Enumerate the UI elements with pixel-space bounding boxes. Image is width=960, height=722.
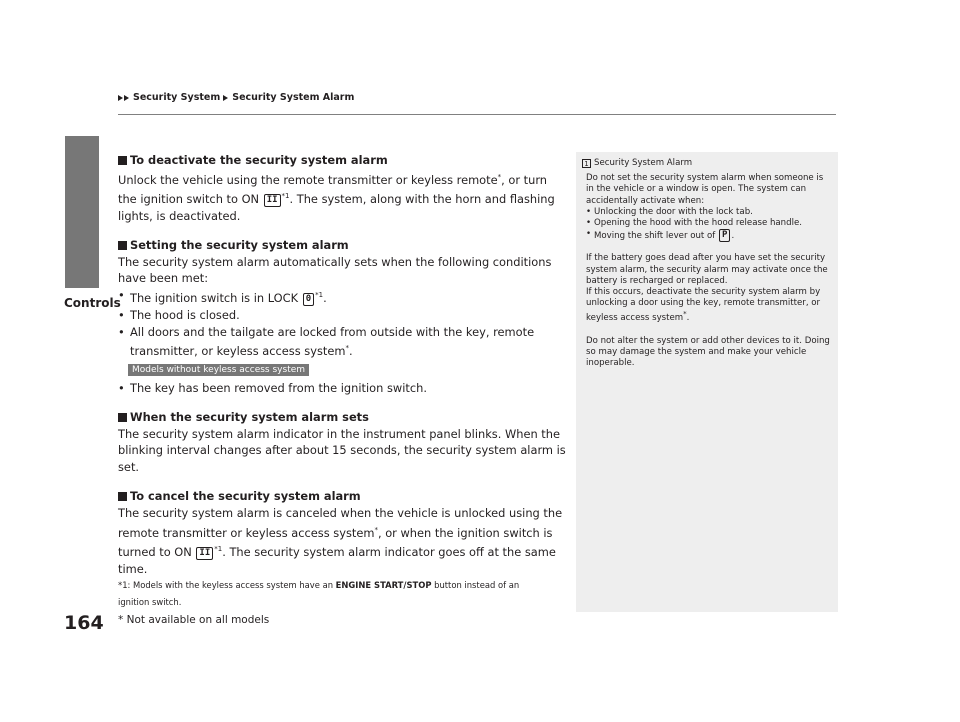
- section-label: Controls: [64, 296, 121, 310]
- side-note-paragraph: If this occurs, deactivate the security system alarm by unlocking a door using the key, remote transmitter, or keyless access system*.: [586, 287, 821, 324]
- heading-setting: Setting the security system alarm: [118, 237, 566, 254]
- list-item: • The key has been removed from the ignition switch.: [118, 380, 427, 395]
- side-note: [576, 152, 838, 612]
- side-note-paragraph: Do not alter the system or add other devices to it. Doing so may damage the system and make your vehicle inoperable.: [586, 335, 830, 368]
- paragraph-cancel: The security system alarm is canceled when the vehicle is unlocked using the remote transmitter or keyless access system*, or when the ignition switch is turned to ON II $^{*1}$. The security system alarm indicator goes off at the same time.: [118, 505, 563, 576]
- side-note-paragraph: If the battery goes dead after you have set the security system alarm, the security alarm may activate once the battery is recharged or replaced.: [586, 253, 828, 286]
- park-key-icon: P: [719, 229, 730, 242]
- heading-sets: When the security system alarm sets: [118, 409, 566, 426]
- list-item: • Moving the shift lever out of P .: [586, 229, 735, 242]
- paragraph-setting-intro: The security system alarm automatically sets when the following conditions have been met:: [118, 254, 552, 286]
- square-bullet-icon: [118, 156, 127, 165]
- heading-deactivate: To deactivate the security system alarm: [118, 152, 566, 169]
- section-tab: [65, 136, 99, 288]
- list-item: • The hood is closed.: [118, 307, 240, 322]
- asterisk: *: [497, 172, 502, 181]
- model-badge: Models without keyless access system: [128, 364, 309, 376]
- paragraph-deactivate: Unlock the vehicle using the remote transmitter or keyless remote*, or turn the ignition switch to ON II $^{*1}$. The system, along with the horn and flashing lights, is deactivated.: [118, 172, 555, 223]
- side-note-paragraph: Do not set the security system alarm when someone is in the vehicle or a window is open. The system can accidentally activate when:: [586, 173, 824, 206]
- breadcrumb: [118, 92, 354, 103]
- availability-note: * Not available on all models: [118, 614, 270, 626]
- header-rule: [118, 114, 836, 115]
- breadcrumb-security-system-alarm[interactable]: Security System Alarm: [232, 92, 355, 103]
- ignition-lock-key-icon: 0: [303, 293, 314, 306]
- list-item: • Opening the hood with the hood release handle.: [586, 218, 802, 229]
- square-bullet-icon: [118, 413, 127, 422]
- breadcrumb-security-system[interactable]: Security System: [133, 92, 221, 103]
- paragraph-sets: The security system alarm indicator in the instrument panel blinks. When the blinking interval changes after about 15 seconds, the security system alarm is set.: [118, 426, 566, 475]
- side-note-title: 1 Security System Alarm: [582, 158, 830, 169]
- footnote: *1: Models with the keyless access system have an ENGINE START/STOP button instead of an ignition switch.: [118, 580, 520, 607]
- list-item: • All doors and the tailgate are locked from outside with the key, remote transmitter, or keyless access system*.: [118, 324, 535, 359]
- ignition-on-key-icon: II: [196, 547, 213, 560]
- list-item: • The ignition switch is in LOCK 0 $^{*1}$.: [118, 288, 327, 305]
- breadcrumb-separator-icon: [223, 95, 229, 101]
- main-content: [118, 152, 566, 578]
- breadcrumb-arrow-icon: [118, 95, 130, 101]
- square-bullet-icon: [118, 241, 127, 250]
- list-item: • Unlocking the door with the lock tab.: [586, 206, 753, 217]
- ignition-on-key-icon: II: [264, 194, 281, 207]
- reference-icon: 1: [582, 159, 591, 168]
- square-bullet-icon: [118, 492, 127, 501]
- heading-cancel: To cancel the security system alarm: [118, 488, 566, 505]
- page-number: 164: [64, 612, 104, 634]
